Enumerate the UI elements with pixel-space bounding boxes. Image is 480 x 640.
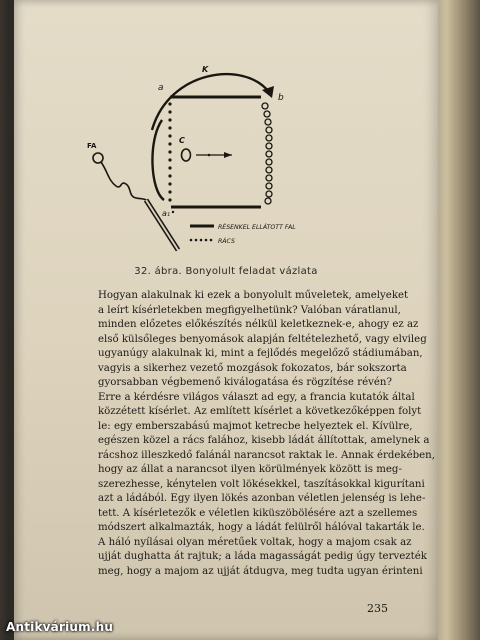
text-line: Erre a kérdésre világos választ ad egy, a francia kutatók által (98, 391, 415, 403)
legend-bars-text: RÁCS (218, 238, 235, 245)
text-line: meg, hogy a majom az ujját átdugva, meg tudta ugyan érinteni (98, 565, 423, 577)
paragraph-1 (98, 289, 427, 391)
label-b: b (278, 93, 284, 103)
fa-rope (101, 162, 148, 201)
text-line: rácshoz illeszkedő falánál narancsot raktak le. Annak érdekében, (98, 449, 435, 461)
text-line: azt a ládából. Egy ilyen lökés azonban véletlen jelenség is lehe- (98, 493, 426, 504)
label-a: a (158, 83, 164, 93)
legend-bars-dots (190, 239, 213, 242)
box-c (182, 149, 191, 161)
bottom-dots (172, 211, 174, 213)
text-line: minden előzetes előkészítés nélkül keletkeznek-e, ahogy ez az (98, 319, 419, 330)
text-line: le: egy emberszabású majmot ketrecbe helyeztek el. Kívülre, (98, 420, 413, 432)
text-line: a leírt kísérletekben megfigyelhetünk? Valóban váratlanul, (98, 304, 401, 316)
fa-knot (93, 153, 103, 163)
page-number: 235 (367, 602, 388, 615)
text-line: ugyanúgy alakulnak ki, mint a fejlődés megelőző stádiumában, (98, 348, 423, 359)
watermark-text: Antikvárium.hu (6, 620, 114, 634)
k-arc-arrow (152, 74, 269, 130)
text-line: tett. A kísérletezők e véletlen kiküszöbölésére azt a szellemes (98, 507, 418, 519)
body-text (98, 289, 435, 579)
right-wall-rings (262, 103, 272, 204)
label-fa: FA (87, 142, 97, 150)
left-bars (168, 102, 171, 201)
text-line: vagyis a sikerhez vezető mozgások fokozatos, bár sokszorta (98, 362, 407, 374)
text-line: hogy az állat a narancsot ilyen körülmények között is meg- (98, 464, 402, 475)
text-line: első külsőleges benyomások alapján feltételezhető, vagy elvileg (98, 333, 427, 345)
figure-diagram (74, 50, 334, 265)
legend-wall-text: RÉSENKEL ELLÁTOTT FAL (218, 224, 296, 231)
text-line: közzétett kísérlet. Az említett kísérlet a következőképpen folyt (98, 406, 422, 417)
text-line: ujját dughatta át rajtuk; a láda magasságát pedig úgy tervezték (98, 551, 427, 562)
text-line: gyorsabban végbemenő kiválogatása és rögzítése révén? (98, 377, 392, 388)
text-line: A háló nyílásai olyan méretűek voltak, hogy a majom csak az (98, 536, 412, 548)
text-line: Hogyan alakulnak ki ezek a bonyolult műveletek, amelyeket (98, 290, 409, 301)
text-line: módszert alkalmazták, hogy a ládát felülről hálóval takarták le. (98, 522, 425, 533)
c-arrow-head (224, 152, 232, 158)
page-stack-edge (438, 0, 480, 640)
label-a1: a₁ (162, 209, 171, 218)
label-c: C (179, 136, 185, 145)
text-line: egészen közel a rács falához, kisebb ládát állítottak, amelynek a (98, 435, 430, 446)
left-curve (152, 120, 164, 200)
paragraph-2 (98, 391, 435, 580)
book-page (14, 0, 438, 640)
figure-caption: 32. ábra. Bonyolult feladat vázlata (134, 266, 318, 277)
text-line: szerezhesse, kénytelen volt lökésekkel, taszításokkal kigurítani (98, 478, 425, 490)
label-k: K (202, 65, 209, 74)
